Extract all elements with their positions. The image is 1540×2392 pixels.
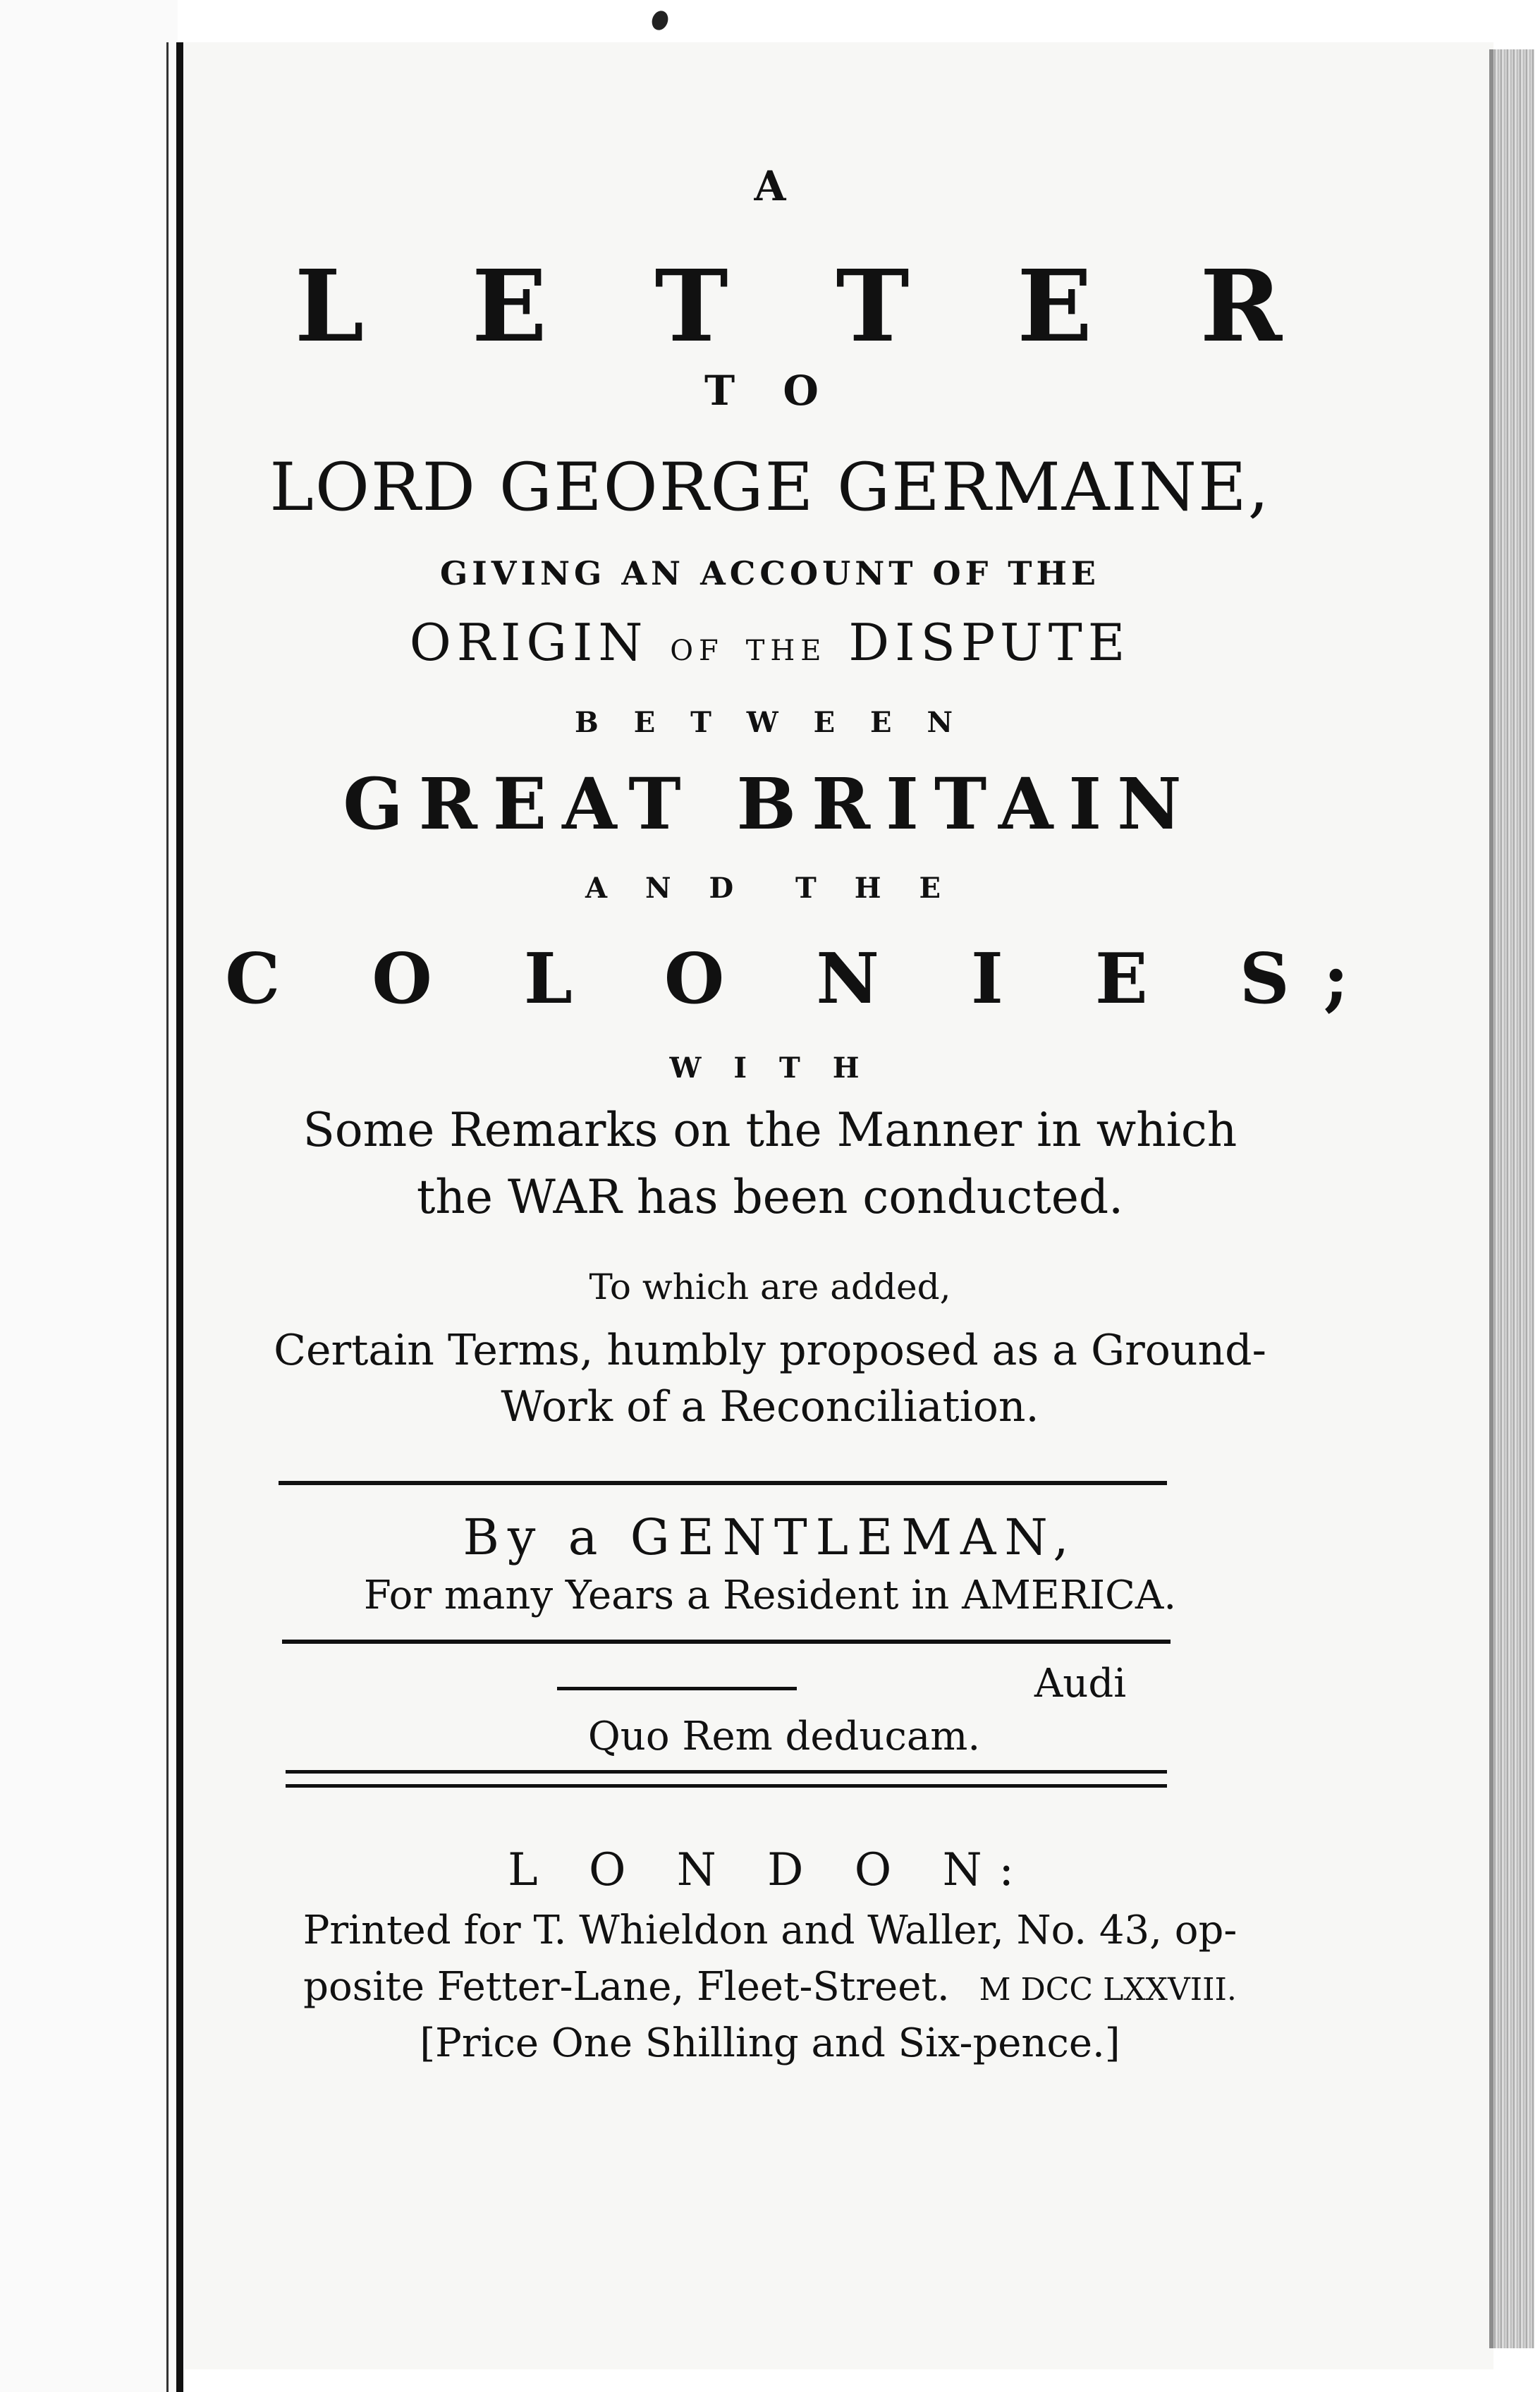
title-to: T O [704,367,836,415]
word-between: B E T W E E N [574,706,966,739]
imprint-line-1: Printed for T. Whieldon and Waller, No. 43, op- [302,1908,1238,1953]
imprint-address: posite Fetter-Lane, Fleet-Street. [303,1964,950,2010]
divider-rule-2 [282,1640,1171,1644]
great-britain: GREAT BRITAIN [343,762,1197,846]
double-rule-bottom [286,1784,1167,1788]
imprint-place: L O N D O N: [508,1844,1032,1896]
added-line: To which are added, [589,1267,951,1307]
word-with: W I T H [669,1051,871,1085]
subtitle-giving: GIVING AN ACCOUNT OF THE [440,554,1100,592]
word-the: THE [745,635,827,667]
title-main: L E T T E R [294,249,1319,365]
remarks-line-2: the WAR has been conducted. [416,1170,1124,1224]
remarks-line-1: Some Remarks on the Manner in which [302,1103,1238,1157]
double-rule-top [286,1770,1167,1774]
word-of: OF [670,635,724,667]
colonies: C O L O N I E S; [225,939,1383,1020]
terms-line-2: Work of a Reconciliation. [501,1382,1039,1432]
price-line: [Price One Shilling and Six-pence.] [420,2020,1120,2066]
recipient-name: LORD GEORGE GERMAINE, [269,449,1271,526]
subtitle-origin-row [0,613,1540,672]
title-article: A [754,162,786,210]
author-description: For many Years a Resident in AMERICA. [363,1573,1177,1618]
word-dispute: DISPUTE [848,613,1131,672]
divider-rule-1 [279,1481,1167,1485]
word-origin: ORIGIN [409,613,649,672]
motto-line-2: Quo Rem deducam. [587,1714,981,1759]
and-the: A N D T H E [585,872,955,905]
motto-line-1: Audi [1034,1661,1127,1707]
imprint-date: M DCC LXXVIII. [979,1972,1237,2008]
ink-speck [649,8,671,32]
terms-line-1: Certain Terms, humbly proposed as a Ground- [274,1326,1266,1375]
author-byline: By a GENTLEMAN, [463,1508,1077,1566]
imprint-line-2 [0,1964,1540,2010]
